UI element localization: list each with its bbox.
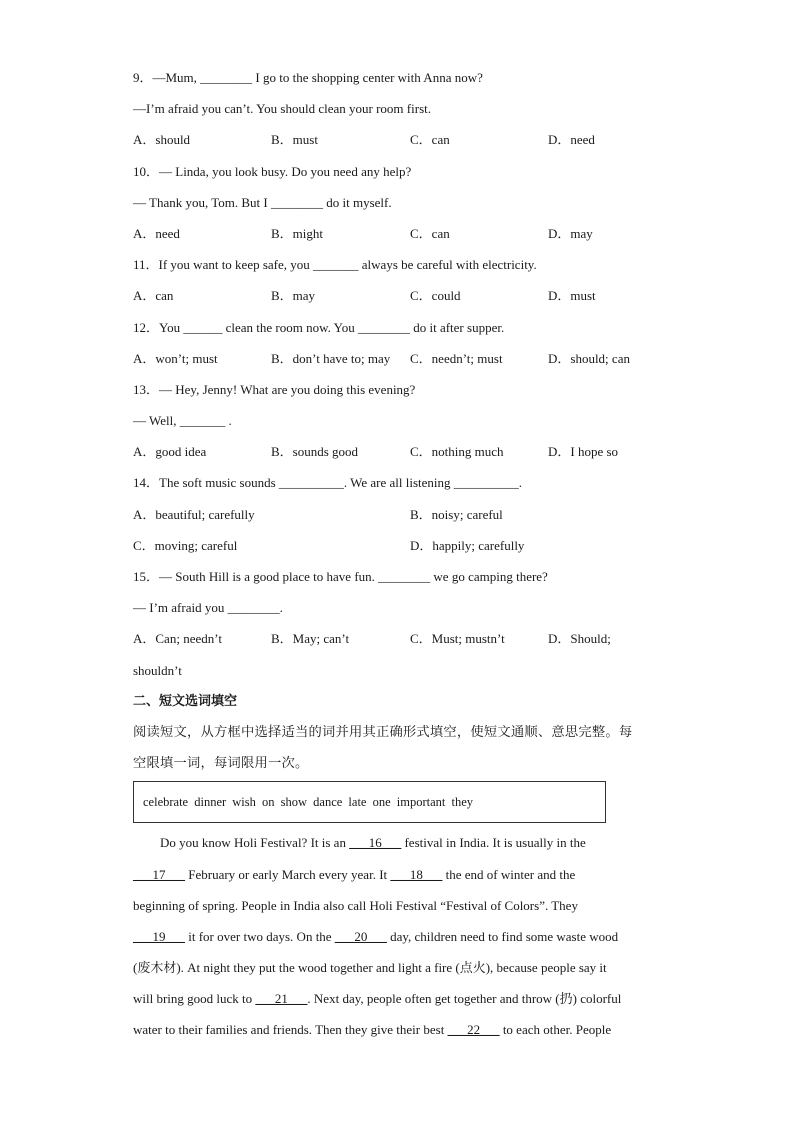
worksheet-page: [133, 62, 663, 1046]
instruction-text: 阅读短文，从方框中选择适当的词并用其正确形式填空，使短文通顺、意思完整。每: [133, 724, 633, 740]
passage-line: [133, 859, 663, 890]
word-bank-box: celebrate dinner wish on show dance late one important they: [133, 781, 606, 823]
options-row: [133, 280, 663, 311]
option-d: D．must: [548, 288, 596, 304]
passage-text: the end of winter and the: [442, 866, 576, 882]
question-text: —I’m afraid you can’t. You should clean your room first.: [133, 101, 431, 117]
blank-16[interactable]: ___16___: [349, 835, 402, 851]
passage-text: to each other. People: [499, 1022, 612, 1038]
option-b: B．might: [271, 225, 324, 241]
blank-19[interactable]: ___19___: [133, 928, 185, 944]
options-row: [133, 530, 663, 561]
blank-22[interactable]: ___22___: [447, 1022, 500, 1038]
question-text: 14．The soft music sounds __________. We are all listening __________.: [133, 475, 523, 491]
passage-text: it for over two days. On the: [185, 928, 335, 944]
question-14: [133, 467, 663, 561]
option-b: B．must: [271, 132, 318, 148]
options-row: [133, 343, 663, 374]
passage-text: Do you know Holi Festival? It is an: [160, 835, 350, 851]
question-text: 13．— Hey, Jenny! What are you doing this evening?: [133, 381, 416, 397]
passage-text: day, children need to find some waste wood: [386, 928, 619, 944]
option-c: C．moving; careful: [133, 537, 238, 553]
passage-line: [133, 827, 663, 858]
blank-21[interactable]: ___21___: [255, 991, 308, 1007]
option-d: D．may: [548, 225, 593, 241]
option-d: D．need: [548, 132, 595, 148]
passage-text: February or early March every year. It: [185, 866, 391, 882]
question-text: 10．— Linda, you look busy. Do you need any help?: [133, 163, 412, 179]
options-row: [133, 218, 663, 249]
blank-18[interactable]: ___18___: [390, 866, 443, 882]
option-a: A．should: [133, 132, 191, 148]
options-row: [133, 124, 663, 155]
question-text: 15．— South Hill is a good place to have fun. ________ we go camping there?: [133, 569, 548, 584]
question-10: [133, 156, 663, 250]
question-11: [133, 249, 663, 311]
passage-text: festival in India. It is usually in the: [401, 835, 586, 851]
question-text: 11．If you want to keep safe, you _______ always be careful with electricity.: [133, 257, 537, 273]
option-a: A．can: [133, 288, 174, 304]
option-a: A．beautiful; carefully: [133, 506, 255, 522]
question-text: — Thank you, Tom. But I ________ do it myself.: [133, 194, 392, 210]
passage-line: [133, 983, 663, 1014]
option-c: C．Must; mustn’t: [410, 631, 505, 647]
passage-line: [133, 921, 663, 952]
question-text: — I’m afraid you ________.: [133, 600, 283, 616]
option-d: D．happily; carefully: [410, 537, 525, 553]
passage-line: (废木材). At night they put the wood together and light a fire (点火), because people say it: [133, 960, 607, 976]
question-12: [133, 312, 663, 374]
option-a: A．Can; needn’t: [133, 631, 222, 647]
question-13: [133, 374, 663, 468]
option-d: D．I hope so: [548, 444, 619, 460]
option-b: B．May; can’t: [271, 631, 350, 647]
blank-20[interactable]: ___20___: [334, 928, 387, 944]
option-a: A．need: [133, 225, 180, 241]
option-b: B．may: [271, 288, 316, 304]
instruction-text: 空限填一词，每词限用一次。: [133, 756, 309, 772]
passage-line: [133, 1014, 663, 1045]
question-text: 9．—Mum, ________ I go to the shopping center with Anna now?: [133, 70, 483, 85]
question-15: [133, 561, 663, 686]
blank-17[interactable]: ___17___: [133, 866, 185, 882]
option-c: C．can: [410, 225, 450, 241]
option-d: D．Should;: [548, 631, 611, 647]
option-a: A．good idea: [133, 444, 207, 460]
option-d: D．should; can: [548, 350, 630, 366]
option-c: C．could: [410, 288, 461, 304]
option-b: B．noisy; careful: [410, 506, 503, 522]
question-text: 12．You ______ clean the room now. You ________ do it after supper.: [133, 319, 505, 335]
options-row: [133, 499, 663, 530]
passage-line: beginning of spring. People in India also call Holi Festival “Festival of Colors”. They: [133, 897, 578, 913]
passage-text: will bring good luck to: [133, 991, 256, 1007]
option-b: B．don’t have to; may: [271, 350, 391, 366]
option-c: C．can: [410, 132, 450, 148]
passage: [133, 827, 663, 1045]
passage-text: . Next day, people often get together and throw (扔) colorful: [307, 991, 622, 1007]
question-text: — Well, _______ .: [133, 413, 232, 429]
question-9: [133, 62, 663, 156]
option-d-continuation: shouldn’t: [133, 662, 182, 678]
option-b: B．sounds good: [271, 444, 359, 460]
options-row: [133, 436, 663, 467]
passage-text: water to their families and friends. Then they give their best: [133, 1022, 448, 1038]
option-a: A．won’t; must: [133, 350, 218, 366]
option-c: C．needn’t; must: [410, 350, 503, 366]
option-c: C．nothing much: [410, 444, 504, 460]
options-row: [133, 623, 663, 654]
section-title: 二、短文选词填空: [133, 693, 238, 709]
